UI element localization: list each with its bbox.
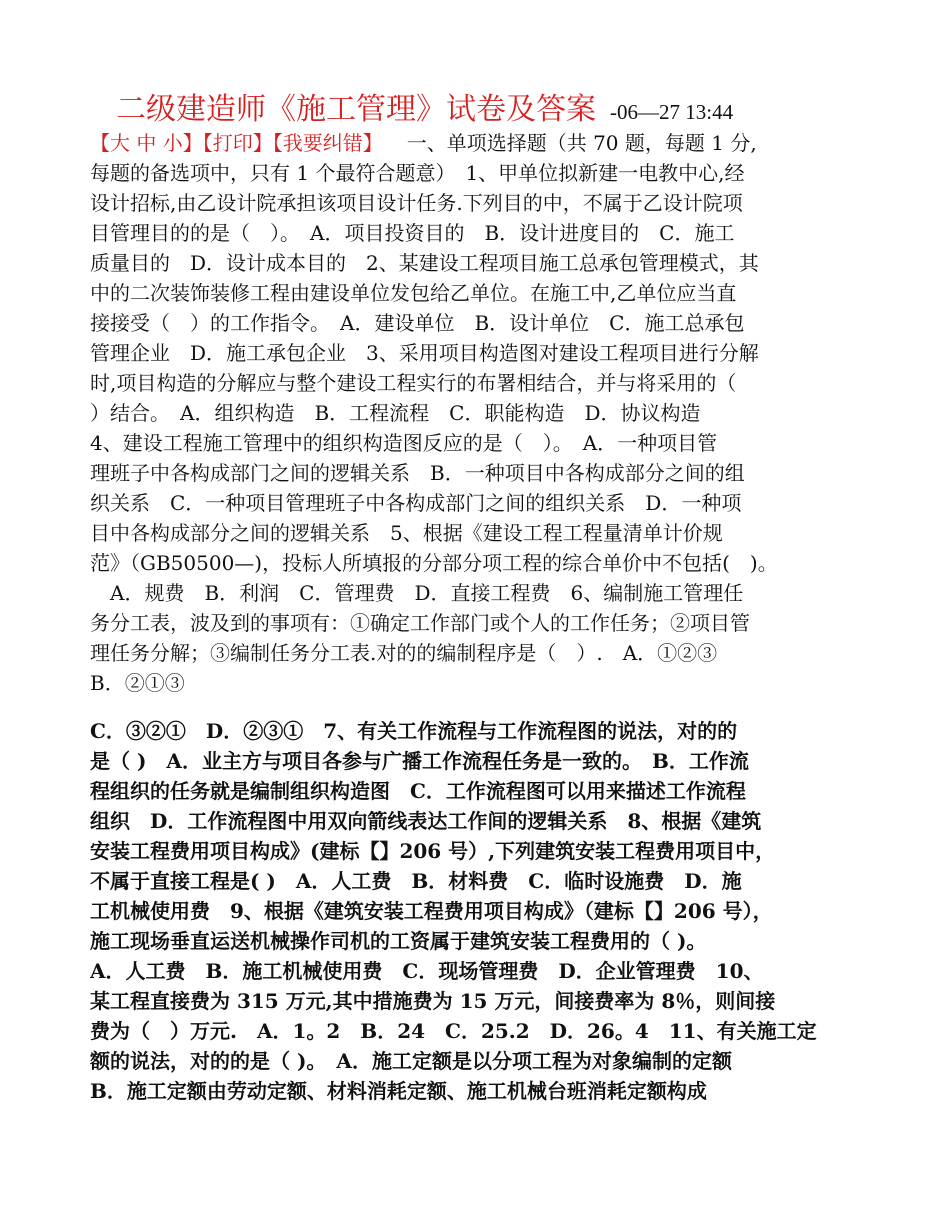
text-line: 不属于直接工程是( ) A．人工费 B．材料费 C．临时设施费 D．施 — [90, 869, 742, 893]
text-line: 一、单项选择题（共 70 题，每题 1 分, — [406, 131, 757, 155]
report-error-link[interactable]: 【我要纠错】 — [272, 131, 383, 155]
text-line: 目中各构成部分之间的逻辑关系 5、根据《建设工程工程量清单计价规 — [90, 521, 723, 545]
text-line: 织关系 C．一种项目管理班子中各构成部门之间的组织关系 D．一种项 — [90, 491, 742, 515]
text-line: 费为（ ）万元. A．1。2 B．24 C．25.2 D．26。4 11、有关施工定 — [90, 1019, 817, 1043]
text-line: 中的二次装饰装修工程由建设单位发包给乙单位。在施工中,乙单位应当直 — [90, 281, 737, 305]
text-line: 施工现场垂直运送机械操作司机的工资属于建筑安装工程费用的（ )。 — [90, 929, 707, 953]
text-line: ）结合。 A．组织构造 B．工程流程 C．职能构造 D．协议构造 — [90, 401, 701, 425]
text-line: 范》（GB50500—)，投标人所填报的分部分项工程的综合单价中不包括( )。 — [90, 551, 778, 575]
text-line: 额的说法，对的的是（ )。 A．施工定额是以分项工程为对象编制的定额 — [90, 1049, 732, 1073]
publish-datetime: -06—27 13:44 — [610, 100, 734, 124]
text-line: 组织 D．工作流程图中用双向箭线表达工作间的逻辑关系 8、根据《建筑 — [90, 809, 762, 833]
text-line: 安装工程费用项目构成》(建标【】206 号）,下列建筑安装工程费用项目中， — [90, 839, 776, 863]
text-line: 设计招标,由乙设计院承担该项目设计任务.下列目的中，不属于乙设计院项 — [90, 191, 743, 215]
page-title: 二级建造师《施工管理》试卷及答案 — [116, 92, 596, 127]
text-line: 理班子中各构成部门之间的逻辑关系 B．一种项目中各构成部分之间的组 — [90, 461, 745, 485]
text-line: 4、建设工程施工管理中的组织构造图反应的是（ ）。 A．一种项目管 — [90, 431, 718, 455]
text-line: 接接受（ ）的工作指令。 A．建设单位 B．设计单位 C．施工总承包 — [90, 311, 745, 335]
text-line: C．③②① D．②③① 7、有关工作流程与工作流程图的说法，对的的 — [90, 719, 738, 743]
text-line: 理任务分解；③编制任务分工表.对的的编制程序是（ ）. A．①②③ — [90, 641, 718, 665]
print-link[interactable]: 【打印】 — [202, 131, 273, 155]
text-line: 目管理目的的是（ ）。 A．项目投资目的 B．设计进度目的 C．施工 — [90, 221, 735, 245]
text-line: B．施工定额由劳动定额、材料消耗定额、施工机械台班消耗定额构成 — [90, 1079, 707, 1103]
text-line: 质量目的 D．设计成本目的 2、某建设工程项目施工总承包管理模式，其 — [90, 251, 759, 275]
text-line: A．人工费 B．施工机械使用费 C．现场管理费 D．企业管理费 10、 — [90, 959, 764, 983]
text-line: 管理企业 D．施工承包企业 3、采用项目构造图对建设工程项目进行分解 — [90, 341, 759, 365]
text-line: 时,项目构造的分解应与整个建设工程实行的布署相结合，并与将采用的（ — [90, 371, 737, 395]
font-size-link[interactable]: 【大 中 小】 — [90, 131, 203, 155]
text-line: A．规费 B．利润 C．管理费 D．直接工程费 6、编制施工管理任 — [90, 581, 744, 605]
text-line: 程组织的任务就是编制组织构造图 C．工作流程图可以用来描述工作流程 — [90, 779, 746, 803]
text-line-1 — [90, 128, 890, 158]
text-line: 务分工表，波及到的事项有：①确定工作部门或个人的工作任务；②项目管 — [90, 611, 750, 635]
text-line: 工机械使用费 9、根据《建筑安装工程费用项目构成》（建标【】206 号）， — [90, 899, 773, 923]
text-line: B．②①③ — [90, 671, 185, 695]
text-line: 某工程直接费为 315 万元,其中措施费为 15 万元，间接费率为 8％，则间接 — [90, 989, 776, 1013]
text-line: 是（ ) A．业主方与项目各参与广播工作流程任务是一致的。 B．工作流 — [90, 749, 749, 773]
text-line: 每题的备选项中，只有 1 个最符合题意） 1、甲单位拟新建一电教中心,经 — [90, 161, 745, 185]
title-row — [116, 84, 733, 128]
